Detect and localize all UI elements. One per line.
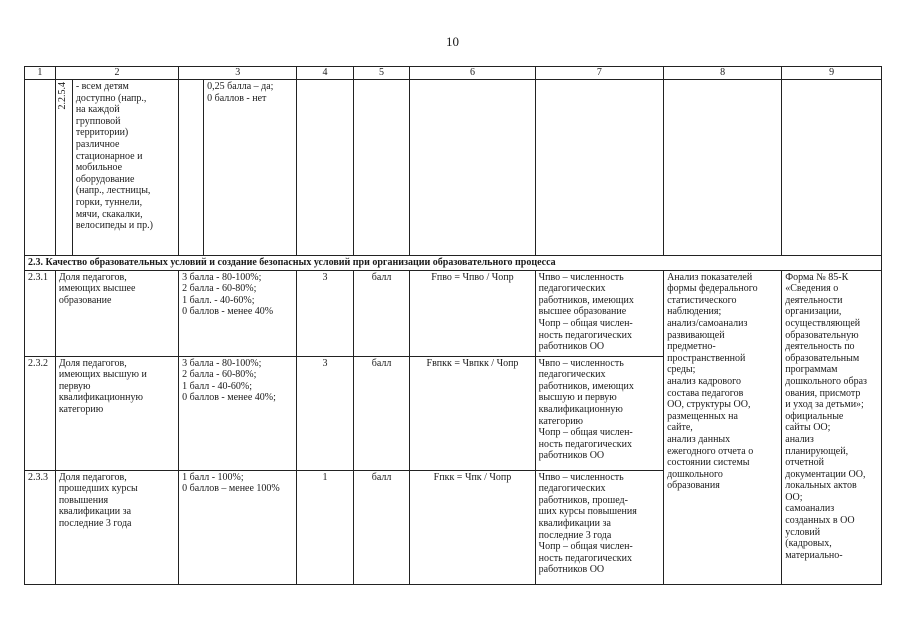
page-number: 10 xyxy=(446,34,459,49)
row-232-formula: Fвпкк = Чвпкк / Чопр xyxy=(410,356,535,470)
row-2254-unit xyxy=(353,80,410,256)
col-header-5: 5 xyxy=(353,67,410,80)
row-2254-source xyxy=(782,80,882,256)
row-233-num: 2.3.3 xyxy=(25,470,56,584)
row-232-indicator: Доля педагогов, имеющих высшую и первую квалификационную категорию xyxy=(55,356,178,470)
row-231-formula: Fпво = Чпво / Чопр xyxy=(410,270,535,356)
row-231-vars: Чпво – численность педагогических работников, имеющих высшее образование Чопр – общая числен- ность педагогических работников ОО xyxy=(535,270,663,356)
row-2254-method xyxy=(664,80,782,256)
row-2254-scoring-cell xyxy=(179,80,297,256)
section-row xyxy=(25,256,882,271)
row-231-num: 2.3.1 xyxy=(25,270,56,356)
col-header-7: 7 xyxy=(535,67,663,80)
row-231-unit: балл xyxy=(353,270,410,356)
row-232-max: 3 xyxy=(297,356,354,470)
method-shared: Анализ показателей формы федерального статистического наблюдения; анализ/самоанализ развивающей предметно- пространственной среды; анализ кадрового состава педагогов ОО, структуры ОО, размещенных на сайте, анализ данных ежегодного отчета о состоянии системы дошкольного образования xyxy=(664,270,782,584)
col-header-3: 3 xyxy=(179,67,297,80)
row-231-scoring: 3 балла - 80-100%; 2 балла - 60-80%; 1 балл. - 40-60%; 0 баллов - менее 40% xyxy=(179,270,297,356)
col-header-2: 2 xyxy=(55,67,178,80)
col-header-8: 8 xyxy=(664,67,782,80)
row-232-scoring: 3 балла - 80-100%; 2 балла - 60-80%; 1 балл - 40-60%; 0 баллов - менее 40%; xyxy=(179,356,297,470)
row-233-formula: Fпкк = Чпк / Чопр xyxy=(410,470,535,584)
row-231-max: 3 xyxy=(297,270,354,356)
row-2254-indicator-cell xyxy=(55,80,178,256)
row-233-scoring: 1 балл - 100%; 0 баллов – менее 100% xyxy=(179,470,297,584)
col-header-6: 6 xyxy=(410,67,535,80)
row-232-num: 2.3.2 xyxy=(25,356,56,470)
section-title: 2.3. Качество образовательных условий и создание безопасных условий при организации образовательного процесса xyxy=(25,256,882,271)
col-header-1: 1 xyxy=(25,67,56,80)
row-233-unit: балл xyxy=(353,470,410,584)
row-232-vars: Чвпо – численность педагогических работников, имеющих высшую и первую квалификационную категорию Чопр – общая числен- ность педагогических работников ОО xyxy=(535,356,663,470)
indicators-table xyxy=(24,66,882,585)
row-2254-indicator: - всем детям доступно (напр., на каждой групповой территории) различное стационарное и мобильное оборудование (напр., лестницы, горки, туннели, мячи, скакалки, велосипеды и пр.) xyxy=(75,81,153,232)
table-row-2254 xyxy=(25,80,882,256)
col-header-9: 9 xyxy=(782,67,882,80)
row-2254-formula xyxy=(410,80,535,256)
row-2254-code: 2.2.5.4 xyxy=(56,82,68,110)
column-numbers-row xyxy=(25,67,882,80)
row-2254-vars xyxy=(535,80,663,256)
row-233-indicator: Доля педагогов, прошедших курсы повышения квалификации за последние 3 года xyxy=(55,470,178,584)
row-231-indicator: Доля педагогов, имеющих высшее образование xyxy=(55,270,178,356)
row-2254-scoring: 0,25 балла – да; 0 баллов - нет xyxy=(207,81,274,104)
row-2254-max xyxy=(297,80,354,256)
row-233-vars: Чпво – численность педагогических работников, прошед- ших курсы повышения квалификации за последние 3 года Чопр – общая числен- ность педагогических работников ОО xyxy=(535,470,663,584)
row-233-max: 1 xyxy=(297,470,354,584)
row-2254-empty-num xyxy=(25,80,56,256)
table-row-231 xyxy=(25,270,882,356)
col-header-4: 4 xyxy=(297,67,354,80)
row-232-unit: балл xyxy=(353,356,410,470)
source-shared: Форма № 85-К «Сведения о деятельности организации, осуществляющей образовательную деятельность по образовательным программам дошкольного образ ования, присмотр и уход за детьми»; официальные сайты ОО; анализ планирующей, отчетной документации ОО, локальных актов ОО; самоанализ созданных в ОО условий (кадровых, материально- xyxy=(782,270,882,584)
